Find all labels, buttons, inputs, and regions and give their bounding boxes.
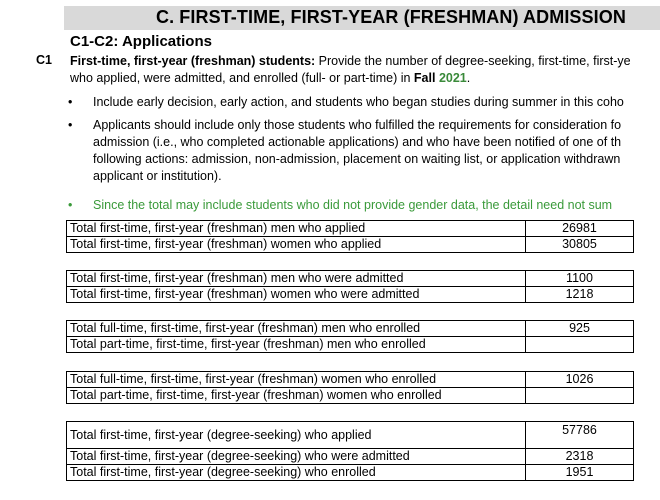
totals-table <box>66 421 634 481</box>
table-row <box>67 449 634 465</box>
subsection-title: C1-C2: Applications <box>70 33 212 50</box>
intro-line-1 <box>70 53 631 70</box>
item-label: C1 <box>36 53 52 67</box>
value-cell: 1100 <box>526 271 634 287</box>
intro-period: . <box>466 71 471 85</box>
table-row <box>67 337 634 353</box>
table-row <box>67 271 634 287</box>
value-cell: 925 <box>526 321 634 337</box>
value-cell <box>526 388 634 404</box>
value-cell: 26981 <box>526 221 634 237</box>
row-label: Total first-time, first-year (freshman) women who applied <box>67 237 526 253</box>
table-row <box>67 465 634 481</box>
row-label: Total first-time, first-year (degree-seeking) who enrolled <box>67 465 526 481</box>
value-cell: 1026 <box>526 372 634 388</box>
section-title: C. FIRST-TIME, FIRST-YEAR (FRESHMAN) ADMISSION <box>156 7 626 27</box>
table-row <box>67 372 634 388</box>
table-row <box>67 287 634 303</box>
value-cell: 2318 <box>526 449 634 465</box>
women-enrolled-table <box>66 371 634 404</box>
table-row <box>67 321 634 337</box>
value-cell <box>526 337 634 353</box>
row-label: Total first-time, first-year (freshman) men who applied <box>67 221 526 237</box>
intro-line-2 <box>70 70 631 87</box>
row-label: Total first-time, first-year (degree-seeking) who applied <box>67 422 526 449</box>
intro-bold-lead: First-time, first-year (freshman) students: <box>70 54 316 68</box>
table-row <box>67 388 634 404</box>
row-label: Total full-time, first-time, first-year (freshman) women who enrolled <box>67 372 526 388</box>
value-cell: 57786 <box>526 422 634 449</box>
fall-year: 2021 <box>438 71 467 85</box>
bullet-3-text <box>93 197 612 214</box>
applied-table <box>66 220 634 253</box>
bullet-1-text <box>93 94 624 111</box>
value-cell: 1218 <box>526 287 634 303</box>
row-label: Total full-time, first-time, first-year (freshman) men who enrolled <box>67 321 526 337</box>
value-cell: 1951 <box>526 465 634 481</box>
bullet-2-symbol: • <box>68 118 73 132</box>
bullet-3-line: Since the total may include students who did not provide gender data, the detail need not sum <box>93 198 613 212</box>
row-label: Total first-time, first-year (degree-seeking) who were admitted <box>67 449 526 465</box>
intro-paragraph <box>70 53 631 87</box>
row-label: Total part-time, first-time, first-year (freshman) women who enrolled <box>67 388 526 404</box>
admitted-table <box>66 270 634 303</box>
intro-text-2: who applied, were admitted, and enrolled (full- or part-time) in <box>70 71 414 85</box>
bullet-2-line: applicant or institution). <box>93 169 222 183</box>
bullet-2-line: admission (i.e., who completed actionable applications) and who have been notified of one of th <box>93 135 622 149</box>
row-label: Total first-time, first-year (freshman) women who were admitted <box>67 287 526 303</box>
bullet-2-line: Applicants should include only those students who fulfilled the requirements for consideration fo <box>93 118 622 132</box>
row-label: Total part-time, first-time, first-year (freshman) men who enrolled <box>67 337 526 353</box>
men-enrolled-table <box>66 320 634 353</box>
bullet-1-line: Include early decision, early action, and students who began studies during summer in this coho <box>93 95 624 109</box>
fall-label: Fall <box>413 71 436 85</box>
row-label: Total first-time, first-year (freshman) men who were admitted <box>67 271 526 287</box>
table-row <box>67 221 634 237</box>
table-row <box>67 237 634 253</box>
bullet-3-symbol: • <box>68 198 73 212</box>
bullet-1-symbol: • <box>68 95 73 109</box>
intro-text-1: Provide the number of degree-seeking, first-time, first-ye <box>315 54 631 68</box>
table-row <box>67 422 634 449</box>
value-cell: 30805 <box>526 237 634 253</box>
bullet-2-line: following actions: admission, non-admission, placement on waiting list, or application withdrawn <box>93 152 621 166</box>
bullet-2-text <box>93 117 621 185</box>
